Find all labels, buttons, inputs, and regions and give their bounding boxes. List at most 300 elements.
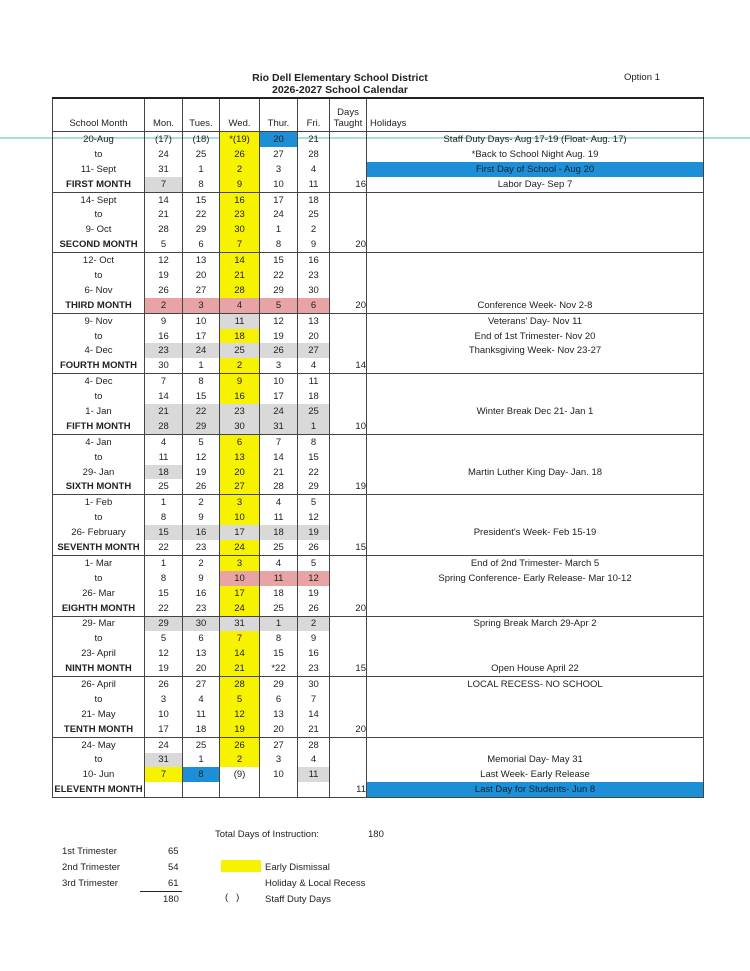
thur-cell: 10 [260,374,298,389]
calendar-row [53,722,704,737]
month-cell: to [53,268,145,283]
tues-cell: 10 [183,313,220,328]
month-cell: to [53,389,145,404]
month-cell: 29- Jan [53,465,145,480]
thur-cell: 3 [260,162,298,177]
wed-cell: 3 [220,495,260,510]
fri-cell: 23 [298,661,330,676]
month-cell: 4- Dec [53,343,145,358]
days-taught-cell: 10 [330,419,367,434]
calendar-row [53,707,704,722]
option-label: Option 1 [624,72,660,83]
holiday-cell [367,434,704,449]
days-taught-cell [330,343,367,358]
wed-cell: 19 [220,722,260,737]
trimester-3-value: 61 [168,878,179,889]
tues-cell: 2 [183,495,220,510]
thur-cell: 12 [260,313,298,328]
calendar-row [53,450,704,465]
holiday-cell [367,707,704,722]
fri-cell [298,782,330,797]
month-cell: SECOND MONTH [53,237,145,252]
fri-cell: 8 [298,434,330,449]
wed-cell: 12 [220,707,260,722]
fri-cell: 4 [298,358,330,373]
thur-cell: 22 [260,268,298,283]
trimester-1-label: 1st Trimester [62,846,117,857]
days-taught-cell: 11 [330,782,367,797]
days-taught-cell [330,707,367,722]
wed-cell: 21 [220,661,260,676]
holiday-cell: Spring Conference- Early Release- Mar 10-12 [367,571,704,586]
days-taught-cell [330,586,367,601]
wed-cell: 10 [220,571,260,586]
tues-cell: 22 [183,404,220,419]
tues-cell: (18) [183,132,220,147]
thur-cell: 13 [260,707,298,722]
holiday-cell [367,510,704,525]
month-cell: TENTH MONTH [53,722,145,737]
mon-cell: 9 [145,313,183,328]
days-taught-cell [330,646,367,661]
col-wed: Wed. [220,98,260,132]
month-cell: to [53,753,145,768]
calendar-row [53,767,704,782]
mon-cell: 11 [145,450,183,465]
wed-cell: 26 [220,737,260,752]
wed-cell: 2 [220,358,260,373]
mon-cell: 22 [145,601,183,616]
month-cell: 20-Aug [53,132,145,147]
fri-cell: 11 [298,374,330,389]
thur-cell: 3 [260,753,298,768]
thur-cell: 15 [260,253,298,268]
district-title: Rio Dell Elementary School District [252,72,428,84]
calendar-row [53,237,704,252]
holiday-cell: Last Week- Early Release [367,767,704,782]
holiday-cell [367,283,704,298]
holiday-cell [367,631,704,646]
wed-cell: 14 [220,646,260,661]
days-taught-cell [330,162,367,177]
thur-cell: 29 [260,677,298,692]
thur-cell: 17 [260,389,298,404]
mon-cell: 5 [145,631,183,646]
month-cell: 24- May [53,737,145,752]
calendar-row [53,646,704,661]
mon-cell: 1 [145,555,183,570]
school-calendar-table [52,97,704,798]
wed-cell: 26 [220,147,260,162]
early-dismissal-swatch [221,860,261,872]
month-cell: 1- Mar [53,555,145,570]
tues-cell [183,782,220,797]
month-cell: NINTH MONTH [53,661,145,676]
fri-cell: 6 [298,298,330,313]
mon-cell: 8 [145,571,183,586]
holiday-cell [367,222,704,237]
days-taught-cell [330,389,367,404]
tues-cell: 13 [183,253,220,268]
fri-cell: 21 [298,132,330,147]
tues-cell: 26 [183,479,220,494]
days-taught-cell [330,495,367,510]
mon-cell: 14 [145,389,183,404]
fri-cell: 4 [298,162,330,177]
col-fri: Fri. [298,98,330,132]
wed-cell: 23 [220,404,260,419]
holiday-cell: Martin Luther King Day- Jan. 18 [367,465,704,480]
thur-cell: *22 [260,661,298,676]
tues-cell: 30 [183,616,220,631]
mon-cell: (17) [145,132,183,147]
calendar-row [53,571,704,586]
wed-cell: 24 [220,540,260,555]
calendar-row [53,540,704,555]
fri-cell: 22 [298,465,330,480]
thur-cell: 31 [260,419,298,434]
days-taught-cell [330,207,367,222]
calendar-row [53,782,704,797]
holiday-cell [367,192,704,207]
mon-cell: 14 [145,192,183,207]
calendar-row [53,162,704,177]
mon-cell: 10 [145,707,183,722]
wed-cell: 4 [220,298,260,313]
fri-cell: 30 [298,677,330,692]
mon-cell: 12 [145,253,183,268]
calendar-row [53,753,704,768]
fri-cell: 7 [298,692,330,707]
month-cell: 9- Nov [53,313,145,328]
mon-cell: 7 [145,767,183,782]
mon-cell: 12 [145,646,183,661]
calendar-row [53,132,704,147]
thur-cell: 29 [260,283,298,298]
holiday-cell [367,374,704,389]
mon-cell: 21 [145,207,183,222]
tues-cell: 13 [183,646,220,661]
fri-cell: 28 [298,147,330,162]
wed-cell: 6 [220,434,260,449]
thur-cell: 24 [260,404,298,419]
legend-staff-duty: Staff Duty Days [265,894,331,905]
fri-cell: 19 [298,525,330,540]
calendar-row [53,479,704,494]
mon-cell: 3 [145,692,183,707]
thur-cell [260,782,298,797]
holiday-cell [367,450,704,465]
month-cell: FOURTH MONTH [53,358,145,373]
tues-cell: 19 [183,465,220,480]
wed-cell: 2 [220,162,260,177]
days-taught-cell [330,677,367,692]
trimester-2-value: 54 [168,862,179,873]
mon-cell [145,782,183,797]
calendar-row [53,616,704,631]
thur-cell: 26 [260,343,298,358]
tues-cell: 18 [183,722,220,737]
mon-cell: 25 [145,479,183,494]
wed-cell: 5 [220,692,260,707]
legend-holiday: Holiday & Local Recess [265,878,366,889]
month-cell: 29- Mar [53,616,145,631]
holiday-cell [367,586,704,601]
calendar-row [53,419,704,434]
fri-cell: 26 [298,601,330,616]
holiday-cell [367,479,704,494]
wed-cell: 3 [220,555,260,570]
holiday-cell [367,601,704,616]
days-taught-cell [330,253,367,268]
trimester-3-label: 3rd Trimester [62,878,118,889]
fri-cell: 1 [298,419,330,434]
mon-cell: 28 [145,222,183,237]
calendar-row [53,631,704,646]
mon-cell: 29 [145,616,183,631]
calendar-row [53,298,704,313]
holiday-cell: Labor Day- Sep 7 [367,177,704,192]
fri-cell: 12 [298,510,330,525]
calendar-row [53,147,704,162]
month-cell: FIRST MONTH [53,177,145,192]
mon-cell: 17 [145,722,183,737]
tues-cell: 2 [183,555,220,570]
holiday-cell: Conference Week- Nov 2-8 [367,298,704,313]
days-taught-cell: 20 [330,298,367,313]
days-taught-cell [330,283,367,298]
calendar-row [53,222,704,237]
header-row [53,98,704,132]
month-cell: 21- May [53,707,145,722]
holiday-cell: Open House April 22 [367,661,704,676]
thur-cell: 1 [260,616,298,631]
tues-cell: 22 [183,207,220,222]
tues-cell: 8 [183,177,220,192]
days-taught-cell [330,767,367,782]
days-taught-cell: 16 [330,177,367,192]
col-days-taught: Days Taught [330,98,367,132]
month-cell: 12- Oct [53,253,145,268]
wed-cell: 24 [220,601,260,616]
calendar-row [53,329,704,344]
fri-cell: 25 [298,207,330,222]
fri-cell: 4 [298,753,330,768]
days-taught-cell [330,631,367,646]
month-cell: ELEVENTH MONTH [53,782,145,797]
days-taught-cell [330,555,367,570]
thur-cell: 20 [260,722,298,737]
fri-cell: 16 [298,253,330,268]
tues-cell: 15 [183,389,220,404]
col-holidays: Holidays [367,98,704,132]
thur-cell: 10 [260,767,298,782]
days-taught-cell [330,465,367,480]
month-cell: 9- Oct [53,222,145,237]
wed-cell: 23 [220,207,260,222]
wed-cell: 17 [220,525,260,540]
calendar-row [53,677,704,692]
days-taught-cell [330,192,367,207]
wed-cell: 10 [220,510,260,525]
mon-cell: 15 [145,586,183,601]
wed-cell: 21 [220,268,260,283]
staff-duty-symbol: ( ) [225,892,240,903]
thur-cell: 15 [260,646,298,661]
calendar-row [53,601,704,616]
days-taught-cell [330,434,367,449]
month-cell: 10- Jun [53,767,145,782]
thur-cell: 10 [260,177,298,192]
fri-cell: 15 [298,450,330,465]
mon-cell: 23 [145,343,183,358]
col-tues: Tues. [183,98,220,132]
thur-cell: 11 [260,571,298,586]
holiday-cell [367,495,704,510]
fri-cell: 30 [298,283,330,298]
mon-cell: 2 [145,298,183,313]
month-cell: to [53,510,145,525]
calendar-row [53,177,704,192]
mon-cell: 19 [145,661,183,676]
mon-cell: 31 [145,162,183,177]
tues-cell: 15 [183,192,220,207]
total-days-label: Total Days of Instruction: [215,829,320,840]
fri-cell: 27 [298,343,330,358]
holiday-cell: Veterans' Day- Nov 11 [367,313,704,328]
tues-cell: 6 [183,631,220,646]
tues-cell: 6 [183,237,220,252]
calendar-row [53,207,704,222]
thur-cell: 18 [260,586,298,601]
wed-cell: 20 [220,465,260,480]
holiday-cell [367,540,704,555]
tues-cell: 8 [183,767,220,782]
mon-cell: 4 [145,434,183,449]
holiday-cell: End of 1st Trimester- Nov 20 [367,329,704,344]
fri-cell: 11 [298,177,330,192]
total-days-value: 180 [368,829,384,840]
days-taught-cell: 20 [330,237,367,252]
holiday-cell [367,737,704,752]
trimester-sum-value: 180 [163,894,179,905]
holiday-cell [367,207,704,222]
calendar-row [53,268,704,283]
days-taught-cell [330,268,367,283]
thur-cell: 17 [260,192,298,207]
fri-cell: 20 [298,329,330,344]
tues-cell: 17 [183,329,220,344]
thur-cell: 27 [260,147,298,162]
col-thur: Thur. [260,98,298,132]
trimester-2-label: 2nd Trimester [62,862,121,873]
calendar-row [53,661,704,676]
wed-cell: 28 [220,283,260,298]
mon-cell: 28 [145,419,183,434]
month-cell: 1- Jan [53,404,145,419]
fri-cell: 5 [298,495,330,510]
holiday-cell [367,253,704,268]
month-cell: to [53,207,145,222]
legend-early-dismissal: Early Dismissal [265,862,330,873]
mon-cell: 1 [145,495,183,510]
tues-cell: 1 [183,162,220,177]
calendar-row [53,374,704,389]
tues-cell: 25 [183,737,220,752]
mon-cell: 24 [145,147,183,162]
tues-cell: 12 [183,450,220,465]
tues-cell: 20 [183,661,220,676]
wed-cell: 25 [220,343,260,358]
holiday-cell [367,389,704,404]
tues-cell: 16 [183,586,220,601]
wed-cell: 27 [220,479,260,494]
fri-cell: 19 [298,586,330,601]
holiday-cell: President's Week- Feb 15-19 [367,525,704,540]
fri-cell: 9 [298,237,330,252]
wed-cell: 28 [220,677,260,692]
holiday-cell: Thanksgiving Week- Nov 23-27 [367,343,704,358]
holiday-cell: Memorial Day- May 31 [367,753,704,768]
thur-cell: 25 [260,601,298,616]
mon-cell: 7 [145,374,183,389]
days-taught-cell [330,313,367,328]
holiday-cell: Last Day for Students- Jun 8 [367,782,704,797]
thur-cell: 20 [260,132,298,147]
month-cell: 6- Nov [53,283,145,298]
calendar-row [53,283,704,298]
tues-cell: 4 [183,692,220,707]
holiday-cell [367,237,704,252]
thur-cell: 18 [260,525,298,540]
calendar-row [53,692,704,707]
thur-cell: 11 [260,510,298,525]
days-taught-cell [330,450,367,465]
mon-cell: 26 [145,677,183,692]
mon-cell: 31 [145,753,183,768]
tues-cell: 16 [183,525,220,540]
days-taught-cell [330,510,367,525]
month-cell: to [53,631,145,646]
tues-cell: 29 [183,419,220,434]
col-school-month: School Month [53,98,145,132]
calendar-body [53,132,704,798]
calendar-row [53,525,704,540]
holiday-cell [367,722,704,737]
thur-cell: 24 [260,207,298,222]
tues-cell: 25 [183,147,220,162]
calendar-row [53,586,704,601]
fri-cell: 11 [298,767,330,782]
wed-cell: 9 [220,177,260,192]
month-cell: to [53,329,145,344]
holiday-cell [367,419,704,434]
trimester-1-value: 65 [168,846,179,857]
calendar-row [53,555,704,570]
wed-cell: 9 [220,374,260,389]
month-cell: to [53,692,145,707]
wed-cell: 16 [220,192,260,207]
days-taught-cell: 19 [330,479,367,494]
calendar-row [53,343,704,358]
wed-cell: 14 [220,253,260,268]
month-cell: 23- April [53,646,145,661]
fri-cell: 18 [298,389,330,404]
month-cell: 26- February [53,525,145,540]
wed-cell: 18 [220,329,260,344]
days-taught-cell [330,374,367,389]
calendar-row [53,510,704,525]
